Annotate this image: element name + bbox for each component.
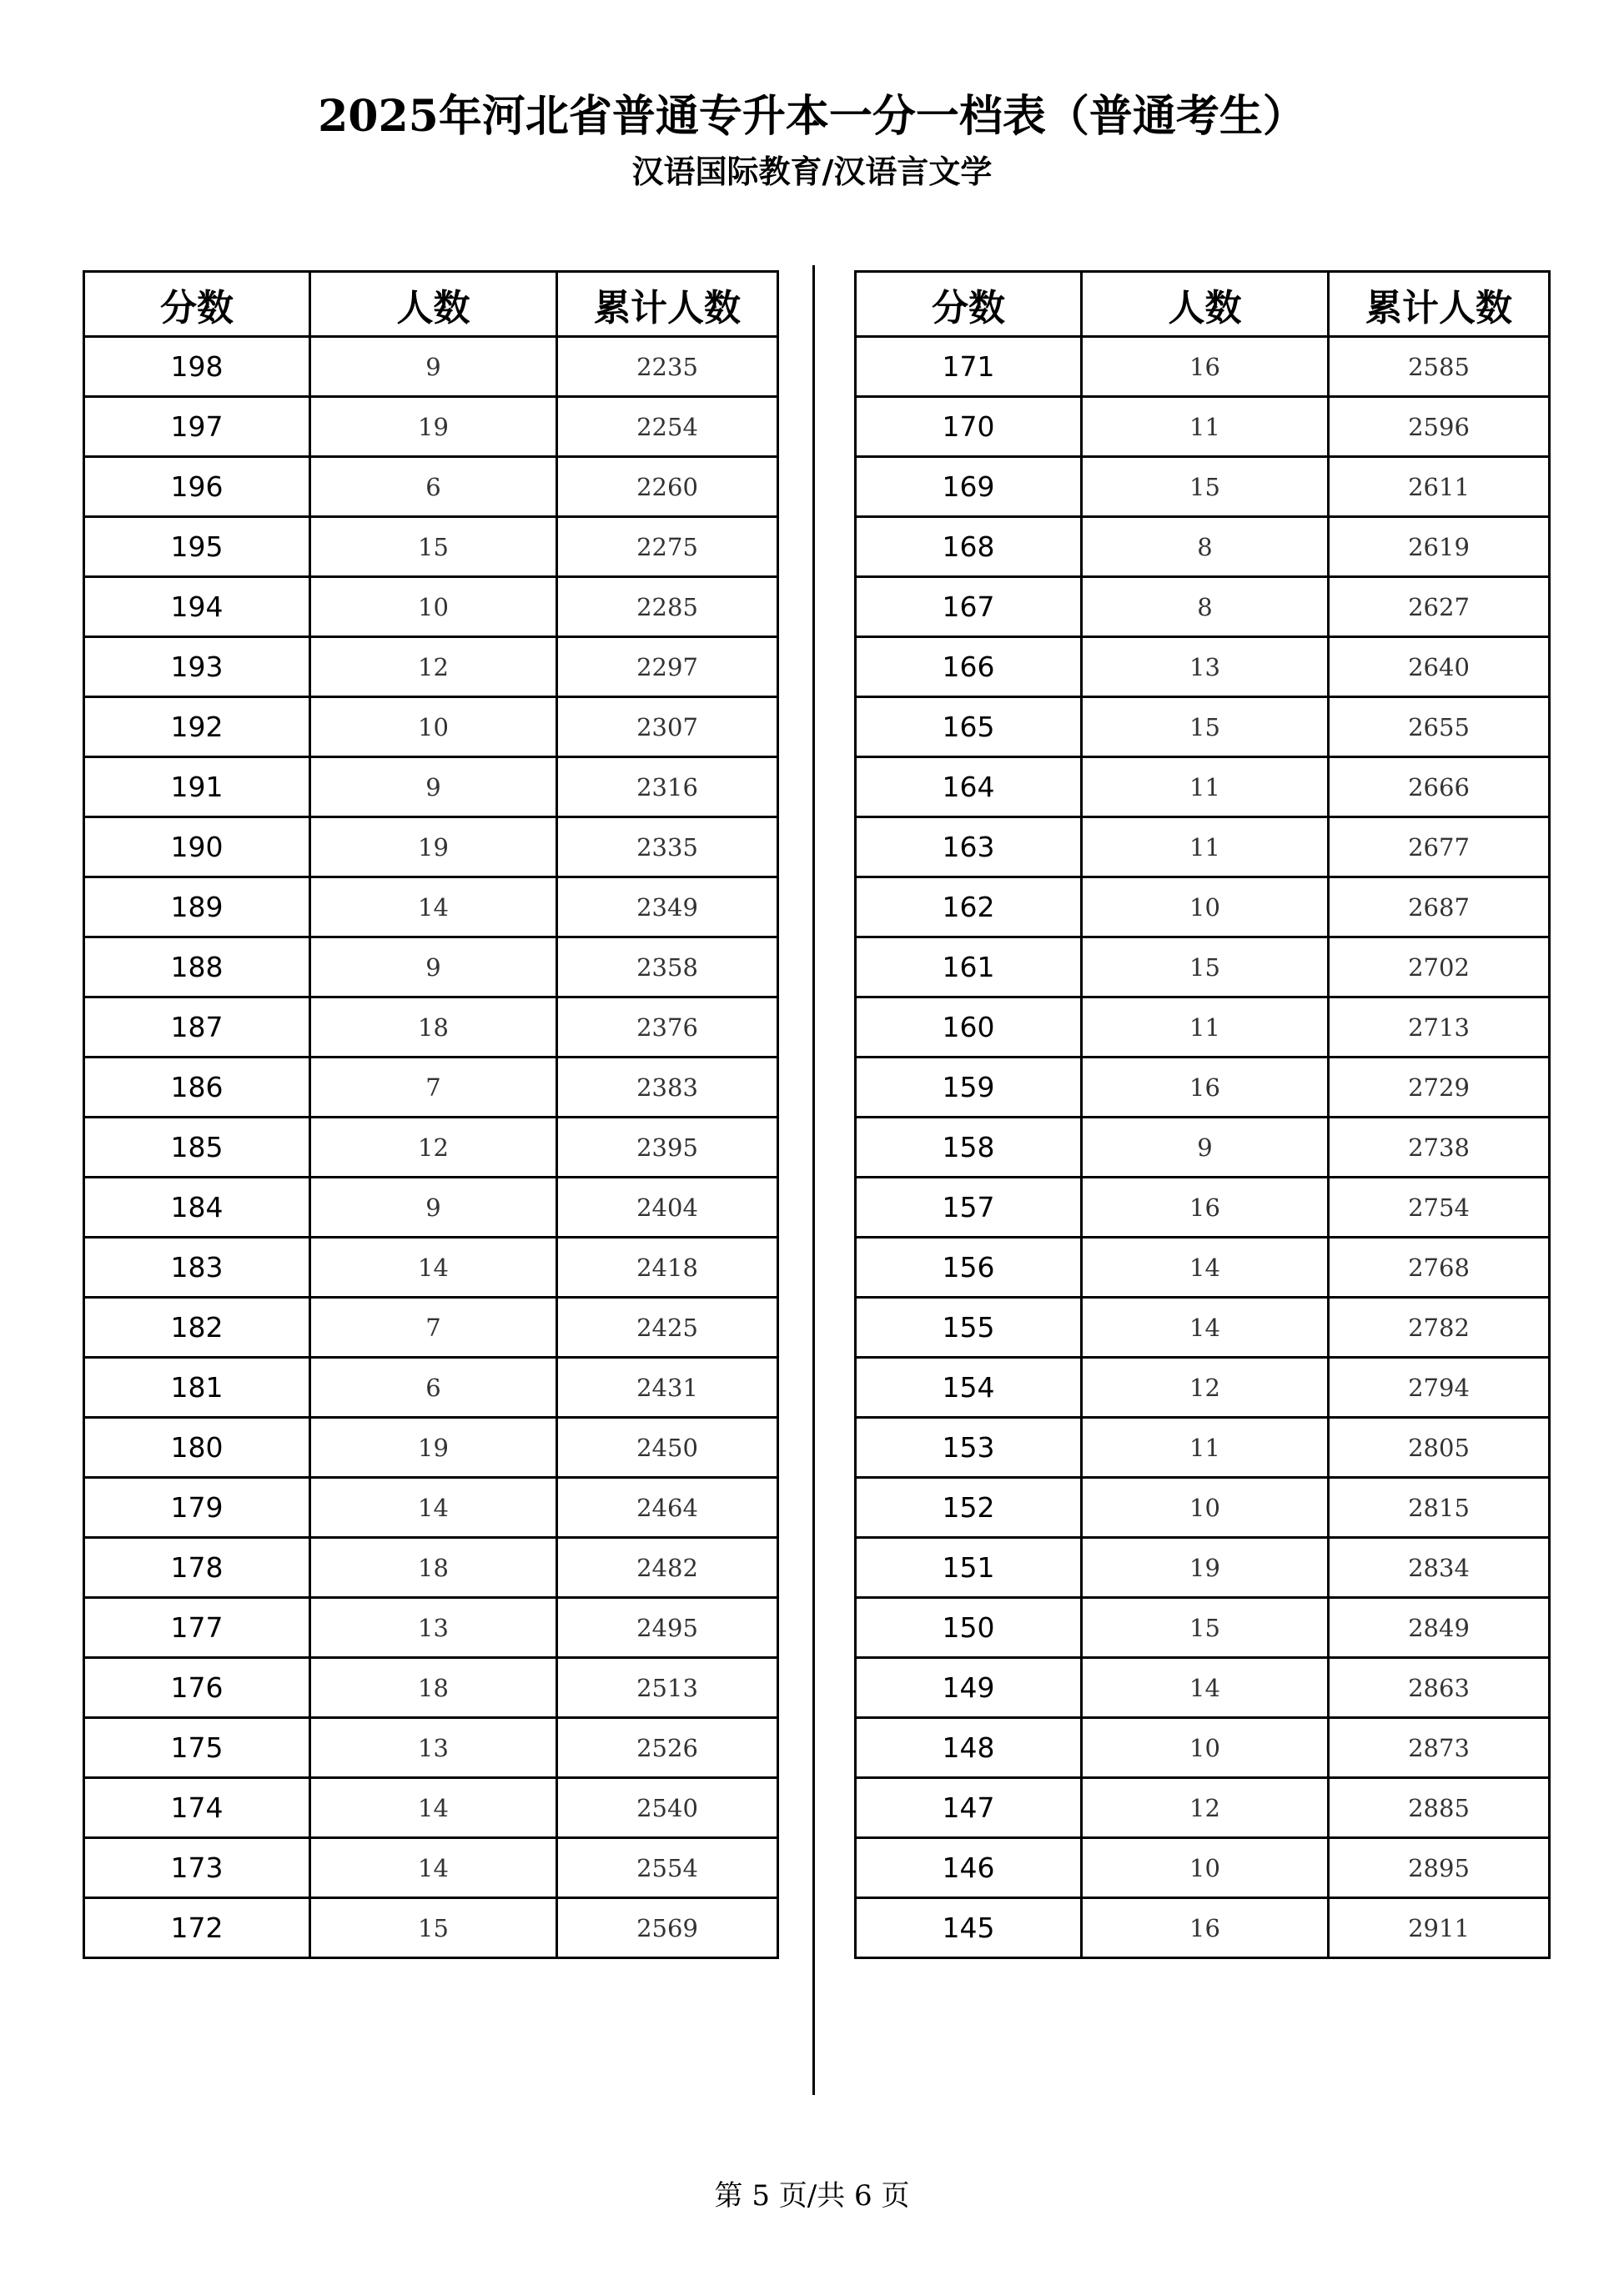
table-row: [856, 517, 1550, 577]
count-cell: 9: [1082, 1118, 1329, 1178]
score-cell: 178: [84, 1538, 310, 1598]
score-cell: 185: [84, 1118, 310, 1178]
count-cell: 16: [1082, 1178, 1329, 1238]
score-cell: 191: [84, 757, 310, 817]
table-row: [856, 1598, 1550, 1658]
count-cell: 9: [310, 337, 557, 397]
score-cell: 194: [84, 577, 310, 637]
score-table-right: [854, 270, 1551, 1959]
cumulative-cell: 2666: [1329, 757, 1550, 817]
table-row: [856, 457, 1550, 517]
count-cell: 14: [1082, 1658, 1329, 1718]
count-cell: 15: [1082, 457, 1329, 517]
score-cell: 150: [856, 1598, 1082, 1658]
count-cell: 14: [1082, 1298, 1329, 1358]
cumulative-cell: 2738: [1329, 1118, 1550, 1178]
table-row: [84, 637, 778, 697]
count-cell: 14: [310, 1778, 557, 1838]
count-cell: 19: [310, 817, 557, 877]
table-row: [84, 1298, 778, 1358]
score-cell: 166: [856, 637, 1082, 697]
table-row: [856, 337, 1550, 397]
score-cell: 170: [856, 397, 1082, 457]
table-row: [84, 1598, 778, 1658]
table-row: [856, 697, 1550, 757]
table-row: [856, 1058, 1550, 1118]
count-cell: 19: [310, 397, 557, 457]
table-row: [856, 1778, 1550, 1838]
table-row: [856, 1178, 1550, 1238]
table-row: [84, 1538, 778, 1598]
cumulative-cell: 2815: [1329, 1478, 1550, 1538]
table-row: [84, 1118, 778, 1178]
score-cell: 156: [856, 1238, 1082, 1298]
score-cell: 155: [856, 1298, 1082, 1358]
count-cell: 10: [1082, 1478, 1329, 1538]
cumulative-cell: 2619: [1329, 517, 1550, 577]
score-cell: 198: [84, 337, 310, 397]
score-cell: 171: [856, 337, 1082, 397]
table-row: [856, 397, 1550, 457]
cumulative-cell: 2713: [1329, 997, 1550, 1058]
count-cell: 12: [1082, 1358, 1329, 1418]
cumulative-cell: 2254: [557, 397, 778, 457]
count-cell: 13: [310, 1718, 557, 1778]
table-row: [84, 697, 778, 757]
count-cell: 14: [310, 1838, 557, 1898]
cumulative-cell: 2376: [557, 997, 778, 1058]
cumulative-cell: 2655: [1329, 697, 1550, 757]
cumulative-cell: 2569: [557, 1898, 778, 1958]
score-cell: 165: [856, 697, 1082, 757]
table-row: [84, 1238, 778, 1298]
column-header-score: 分数: [856, 272, 1082, 337]
count-cell: 15: [1082, 697, 1329, 757]
table-row: [84, 817, 778, 877]
table-row: [856, 1838, 1550, 1898]
cumulative-cell: 2554: [557, 1838, 778, 1898]
table-row: [84, 337, 778, 397]
table-row: [84, 457, 778, 517]
column-divider: [812, 265, 815, 2095]
cumulative-cell: 2513: [557, 1658, 778, 1718]
cumulative-cell: 2464: [557, 1478, 778, 1538]
score-cell: 172: [84, 1898, 310, 1958]
score-cell: 167: [856, 577, 1082, 637]
cumulative-cell: 2768: [1329, 1238, 1550, 1298]
table-row: [84, 1718, 778, 1778]
cumulative-cell: 2526: [557, 1718, 778, 1778]
cumulative-cell: 2687: [1329, 877, 1550, 937]
cumulative-cell: 2677: [1329, 817, 1550, 877]
table-row: [84, 1778, 778, 1838]
count-cell: 10: [310, 697, 557, 757]
score-cell: 186: [84, 1058, 310, 1118]
cumulative-cell: 2495: [557, 1598, 778, 1658]
cumulative-cell: 2863: [1329, 1658, 1550, 1718]
cumulative-cell: 2316: [557, 757, 778, 817]
count-cell: 14: [310, 1238, 557, 1298]
count-cell: 10: [1082, 1718, 1329, 1778]
cumulative-cell: 2235: [557, 337, 778, 397]
table-row: [84, 757, 778, 817]
score-cell: 193: [84, 637, 310, 697]
cumulative-cell: 2418: [557, 1238, 778, 1298]
cumulative-cell: 2794: [1329, 1358, 1550, 1418]
count-cell: 15: [310, 517, 557, 577]
table-row: [84, 1058, 778, 1118]
count-cell: 19: [310, 1418, 557, 1478]
table-row: [84, 997, 778, 1058]
score-cell: 146: [856, 1838, 1082, 1898]
score-cell: 174: [84, 1778, 310, 1838]
score-cell: 153: [856, 1418, 1082, 1478]
cumulative-cell: 2383: [557, 1058, 778, 1118]
table-header-row: [856, 272, 1550, 337]
cumulative-cell: 2540: [557, 1778, 778, 1838]
count-cell: 12: [1082, 1778, 1329, 1838]
score-cell: 189: [84, 877, 310, 937]
cumulative-cell: 2349: [557, 877, 778, 937]
column-header-cumulative: 累计人数: [557, 272, 778, 337]
score-cell: 192: [84, 697, 310, 757]
count-cell: 16: [1082, 1058, 1329, 1118]
score-cell: 182: [84, 1298, 310, 1358]
count-cell: 6: [310, 457, 557, 517]
table-row: [84, 1838, 778, 1898]
score-cell: 187: [84, 997, 310, 1058]
cumulative-cell: 2885: [1329, 1778, 1550, 1838]
count-cell: 9: [310, 757, 557, 817]
count-cell: 15: [1082, 937, 1329, 997]
table-row: [856, 1358, 1550, 1418]
cumulative-cell: 2431: [557, 1358, 778, 1418]
table-row: [84, 1178, 778, 1238]
page-number-footer: 第 5 页/共 6 页: [714, 2179, 910, 2213]
page-subtitle: 汉语国际教育/汉语言文学: [631, 153, 993, 190]
table-row: [856, 1418, 1550, 1478]
cumulative-cell: 2834: [1329, 1538, 1550, 1598]
table-row: [84, 1658, 778, 1718]
cumulative-cell: 2640: [1329, 637, 1550, 697]
count-cell: 10: [310, 577, 557, 637]
cumulative-cell: 2307: [557, 697, 778, 757]
table-row: [856, 1538, 1550, 1598]
score-cell: 196: [84, 457, 310, 517]
table-row: [856, 1718, 1550, 1778]
count-cell: 13: [1082, 637, 1329, 697]
count-cell: 8: [1082, 517, 1329, 577]
count-cell: 14: [1082, 1238, 1329, 1298]
count-cell: 10: [1082, 1838, 1329, 1898]
count-cell: 12: [310, 637, 557, 697]
score-cell: 183: [84, 1238, 310, 1298]
count-cell: 14: [310, 877, 557, 937]
table-row: [856, 1298, 1550, 1358]
count-cell: 11: [1082, 997, 1329, 1058]
cumulative-cell: 2596: [1329, 397, 1550, 457]
score-cell: 175: [84, 1718, 310, 1778]
cumulative-cell: 2702: [1329, 937, 1550, 997]
score-cell: 169: [856, 457, 1082, 517]
count-cell: 15: [310, 1898, 557, 1958]
score-cell: 151: [856, 1538, 1082, 1598]
score-cell: 177: [84, 1598, 310, 1658]
table-row: [856, 637, 1550, 697]
count-cell: 18: [310, 997, 557, 1058]
table-row: [84, 1418, 778, 1478]
cumulative-cell: 2275: [557, 517, 778, 577]
page-title: 2025年河北省普通专升本一分一档表（普通考生）: [318, 91, 1306, 142]
cumulative-cell: 2911: [1329, 1898, 1550, 1958]
cumulative-cell: 2627: [1329, 577, 1550, 637]
table-header-row: [84, 272, 778, 337]
cumulative-cell: 2849: [1329, 1598, 1550, 1658]
table-row: [856, 577, 1550, 637]
score-table-left: [83, 270, 779, 1959]
score-cell: 154: [856, 1358, 1082, 1418]
score-cell: 181: [84, 1358, 310, 1418]
score-cell: 197: [84, 397, 310, 457]
count-cell: 18: [310, 1538, 557, 1598]
table-row: [856, 877, 1550, 937]
score-cell: 184: [84, 1178, 310, 1238]
count-cell: 10: [1082, 877, 1329, 937]
table-row: [84, 877, 778, 937]
score-cell: 180: [84, 1418, 310, 1478]
column-header-score: 分数: [84, 272, 310, 337]
cumulative-cell: 2585: [1329, 337, 1550, 397]
score-cell: 163: [856, 817, 1082, 877]
score-cell: 162: [856, 877, 1082, 937]
table-row: [856, 757, 1550, 817]
count-cell: 15: [1082, 1598, 1329, 1658]
count-cell: 16: [1082, 1898, 1329, 1958]
count-cell: 18: [310, 1658, 557, 1718]
score-cell: 160: [856, 997, 1082, 1058]
table-row: [856, 1658, 1550, 1718]
table-row: [856, 817, 1550, 877]
score-cell: 188: [84, 937, 310, 997]
count-cell: 11: [1082, 757, 1329, 817]
table-row: [856, 997, 1550, 1058]
count-cell: 12: [310, 1118, 557, 1178]
table-row: [856, 1478, 1550, 1538]
cumulative-cell: 2782: [1329, 1298, 1550, 1358]
table-row: [856, 1118, 1550, 1178]
count-cell: 11: [1082, 1418, 1329, 1478]
count-cell: 11: [1082, 397, 1329, 457]
count-cell: 13: [310, 1598, 557, 1658]
table-row: [84, 397, 778, 457]
score-cell: 179: [84, 1478, 310, 1538]
cumulative-cell: 2395: [557, 1118, 778, 1178]
table-row: [856, 1898, 1550, 1958]
table-row: [856, 1238, 1550, 1298]
count-cell: 7: [310, 1298, 557, 1358]
cumulative-cell: 2358: [557, 937, 778, 997]
cumulative-cell: 2895: [1329, 1838, 1550, 1898]
cumulative-cell: 2335: [557, 817, 778, 877]
table-row: [856, 937, 1550, 997]
score-cell: 157: [856, 1178, 1082, 1238]
score-cell: 195: [84, 517, 310, 577]
cumulative-cell: 2873: [1329, 1718, 1550, 1778]
count-cell: 6: [310, 1358, 557, 1418]
table-row: [84, 1358, 778, 1418]
score-cell: 152: [856, 1478, 1082, 1538]
score-cell: 158: [856, 1118, 1082, 1178]
score-cell: 168: [856, 517, 1082, 577]
column-header-count: 人数: [1082, 272, 1329, 337]
cumulative-cell: 2754: [1329, 1178, 1550, 1238]
score-cell: 173: [84, 1838, 310, 1898]
count-cell: 9: [310, 1178, 557, 1238]
score-cell: 159: [856, 1058, 1082, 1118]
score-cell: 145: [856, 1898, 1082, 1958]
cumulative-cell: 2425: [557, 1298, 778, 1358]
score-cell: 147: [856, 1778, 1082, 1838]
table-row: [84, 937, 778, 997]
count-cell: 11: [1082, 817, 1329, 877]
cumulative-cell: 2611: [1329, 457, 1550, 517]
score-cell: 164: [856, 757, 1082, 817]
cumulative-cell: 2729: [1329, 1058, 1550, 1118]
cumulative-cell: 2404: [557, 1178, 778, 1238]
count-cell: 7: [310, 1058, 557, 1118]
table-row: [84, 517, 778, 577]
score-cell: 190: [84, 817, 310, 877]
count-cell: 9: [310, 937, 557, 997]
score-cell: 161: [856, 937, 1082, 997]
count-cell: 14: [310, 1478, 557, 1538]
cumulative-cell: 2285: [557, 577, 778, 637]
column-header-cumulative: 累计人数: [1329, 272, 1550, 337]
count-cell: 8: [1082, 577, 1329, 637]
table-row: [84, 577, 778, 637]
count-cell: 19: [1082, 1538, 1329, 1598]
column-header-count: 人数: [310, 272, 557, 337]
cumulative-cell: 2260: [557, 457, 778, 517]
score-cell: 176: [84, 1658, 310, 1718]
table-row: [84, 1898, 778, 1958]
score-cell: 149: [856, 1658, 1082, 1718]
cumulative-cell: 2297: [557, 637, 778, 697]
cumulative-cell: 2482: [557, 1538, 778, 1598]
table-row: [84, 1478, 778, 1538]
cumulative-cell: 2805: [1329, 1418, 1550, 1478]
count-cell: 16: [1082, 337, 1329, 397]
cumulative-cell: 2450: [557, 1418, 778, 1478]
score-cell: 148: [856, 1718, 1082, 1778]
